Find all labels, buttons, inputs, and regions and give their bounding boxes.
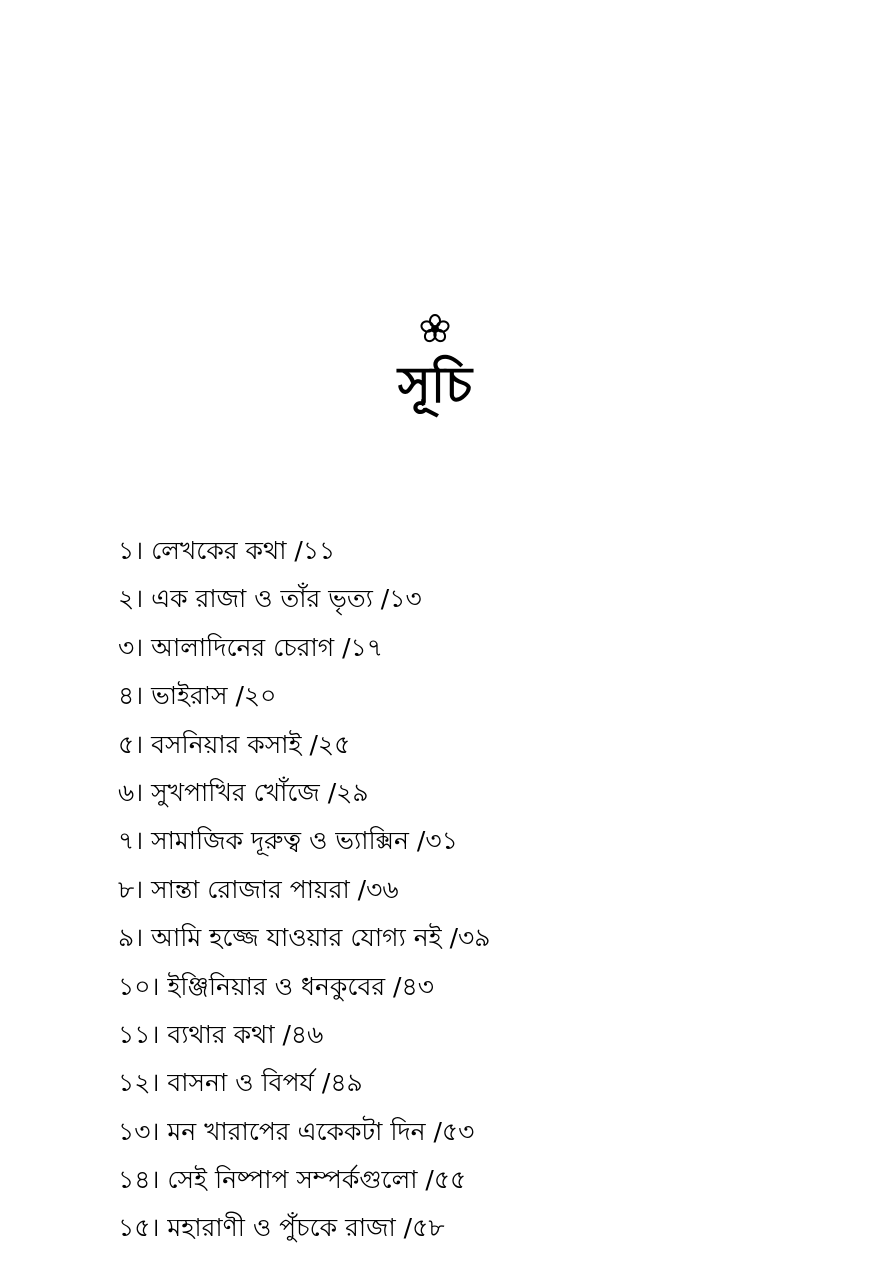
toc-item: ১৪। সেই নিষ্পাপ সম্পর্কগুলো /৫৫: [118, 1165, 467, 1195]
toc-item: ৮। সান্তা রোজার পায়রা /৩৬: [118, 874, 399, 904]
toc-item: ৭। সামাজিক দূরুত্ব ও ভ্যাক্সিন /৩১: [118, 826, 458, 856]
toc-item: ১০। ইঞ্জিনিয়ার ও ধনকুবের /৪৩: [118, 971, 434, 1001]
toc-item: ৯। আমি হজ্জে যাওয়ার যোগ্য নই /৩৯: [118, 923, 491, 953]
toc-item: ৬। সুখপাখির খোঁজে /২৯: [118, 777, 369, 807]
toc-item: ১। লেখকের কথা /১১: [118, 536, 336, 565]
toc-item: ১৫। মহারাণী ও পুঁচকে রাজা /৫৮: [118, 1213, 445, 1243]
table-of-contents: [118, 531, 818, 1257]
toc-item: ১৩। মন খারাপের একেকটা দিন /৫৩: [118, 1116, 475, 1146]
flower-icon: [420, 314, 450, 344]
toc-item: ৫। বসনিয়ার কসাই /২৫: [118, 729, 351, 759]
toc-item: ৪। ভাইরাস /২০: [118, 681, 277, 711]
toc-item: ২। এক রাজা ও তাঁর ভৃত্য /১৩: [118, 584, 422, 614]
toc-item: ১২। বাসনা ও বিপর্য /৪৯: [118, 1068, 363, 1098]
page-title: সূচি: [397, 355, 473, 414]
toc-item: ১১। ব্যথার কথা /৪৬: [118, 1019, 324, 1049]
toc-item: ৩। আলাদিনের চেরাগ /১৭: [118, 632, 384, 662]
